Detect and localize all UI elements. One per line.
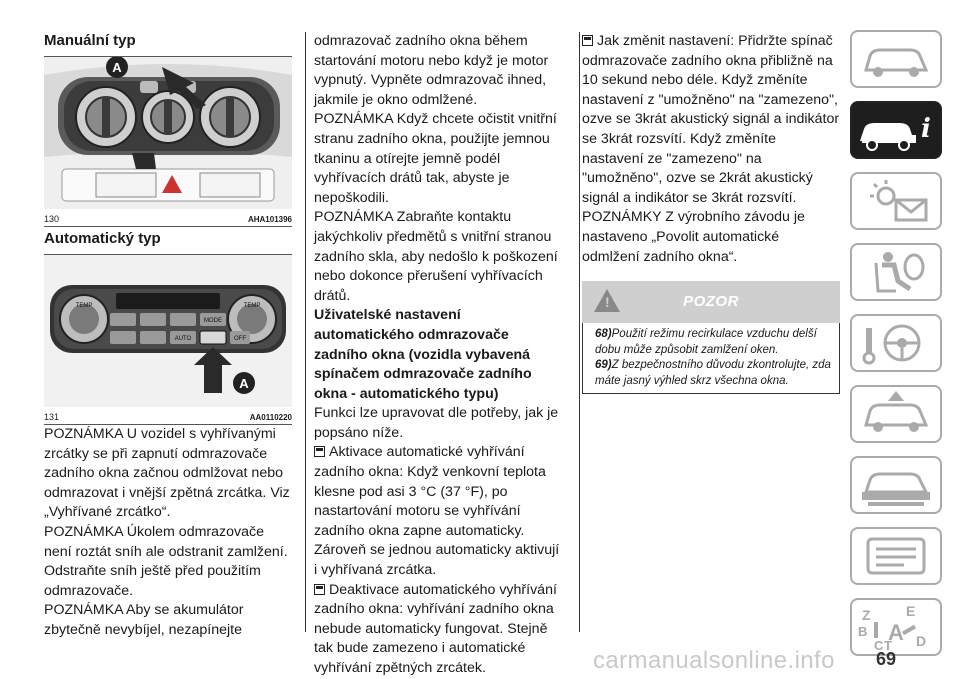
figure-131-number: 131 (44, 412, 60, 422)
svg-text:C: C (874, 638, 884, 653)
tab-emergency[interactable] (850, 385, 942, 443)
column-divider-1 (305, 32, 306, 632)
note-heated-mirrors: POZNÁMKA U vozidel s vyhřívanými zrcátky se při zapnutí odmrazovače zadního okna začnou odmlžovat nebo odmrazovat i vnější zpětná zrcátka. Viz „Vyhřívané zrcátko“. (44, 426, 290, 521)
svg-text:D: D (916, 633, 927, 649)
note-contact: POZNÁMKA Zabraňte kontaktu jakýchkoliv předmětů s vnitřní stranou zadního skla, aby nedošlo k poškození nebo dokonce přerušení vyhřívacích drátů. (314, 209, 558, 304)
svg-text:T: T (884, 638, 892, 653)
svg-text:E: E (906, 603, 916, 619)
figure-130-caption (44, 214, 292, 227)
bullet-deactivation: Deaktivace automatického vyhřívání zadního okna: vyhřívání zadního okna nebude automaticky fungovat. Stejně tak bude zamezeno i automatické vyhřívání zpětných zrcátek. (314, 581, 557, 676)
tab-index[interactable] (850, 598, 942, 656)
svg-text:MODE: MODE (204, 318, 222, 324)
note-snow: POZNÁMKA Úkolem odmrazovače není roztát sníh ale odstranit zamlžení. Odstraňte sníh ještě před použitím odmrazovače. (44, 523, 288, 599)
figure-131-code: AA0110220 (249, 413, 292, 422)
figure-130-code: AHA101396 (247, 215, 292, 224)
svg-text:i: i (921, 114, 931, 144)
warning-header (582, 281, 840, 323)
bullet-change-settings: Jak změnit nastavení: Přidržte spínač odmrazovače zadního okna přibližně na 10 sekund nebo déle. Když změníte nastavení z "umožněno" na "zamezeno", ozve se 3krát akustický signál a indikátor se 3krát rozsvítí. Když změníte nastavení ze "zamezeno" na "umožněno", ozve se 2krát akustický signál a indikátor se 3krát rozsvítí. (582, 33, 840, 206)
svg-text:AUTO: AUTO (174, 336, 192, 342)
svg-text:TEMP: TEMP (243, 303, 261, 309)
note-cleaning: POZNÁMKA Když chcete očistit vnitřní stranu zadního okna, použijte jemnou tkaninu a otírejte jemně podél vyhřívacích drátů tak, abyste je nepoškodili. (314, 111, 557, 206)
tech-data-icon (852, 529, 940, 583)
warning-item-69: 69)Z bezpečnostního důvodu zkontrolujte, zda máte jasný výhled skrz všechna okna. (595, 359, 831, 387)
figure-130-number: 130 (44, 214, 60, 224)
settings-intro: Funkci lze upravovat dle potřeby, jak je popsáno níže. (314, 405, 559, 441)
bullet-icon (582, 35, 593, 46)
svg-text:A: A (112, 60, 122, 75)
svg-text:Z: Z (862, 607, 871, 623)
page-number: 69 (876, 649, 897, 669)
svg-text:A: A (239, 376, 249, 391)
left-column (44, 0, 292, 641)
note-factory-setting: POZNÁMKY Z výrobního závodu je nastaveno „Povolit automatické odmlžení zadního okna“. (582, 209, 805, 265)
figure-131-caption (44, 412, 292, 425)
note-battery-continued: odmrazovač zadního okna během startování motoru nebo když je motor vypnutý. Vypněte odmrazovač ihned, jakmile je okno odmlžené. (314, 33, 549, 108)
watermark: carmanualsonline.info (593, 647, 835, 674)
warning-lights-icon (852, 174, 940, 228)
svg-text:OFF: OFF (234, 336, 246, 342)
figure-130 (44, 56, 292, 227)
svg-text:A: A (888, 620, 904, 645)
tab-safety[interactable] (850, 243, 942, 301)
index-icon (852, 600, 940, 654)
heading-automatic-type: Automatický typ (44, 230, 161, 247)
column-divider-2 (579, 32, 580, 632)
warning-item-68: 68)Použití režimu recirkulace vzduchu delší dobu může způsobit zamlžení oken. (595, 328, 817, 356)
airbag-seat-icon (852, 245, 940, 299)
breakdown-car-icon (852, 387, 940, 441)
tab-car[interactable] (850, 30, 942, 88)
svg-text:TEMP: TEMP (75, 303, 93, 309)
warning-title: POZOR (683, 293, 739, 311)
tab-car-info[interactable] (850, 101, 942, 159)
car-icon (852, 32, 940, 86)
tab-maintenance[interactable] (850, 456, 942, 514)
right-column (582, 32, 840, 394)
maintenance-car-icon (852, 458, 940, 512)
figure-131 (44, 254, 292, 425)
middle-column (314, 32, 564, 679)
manual-climate-panel-image (44, 57, 292, 209)
warning-body (582, 323, 840, 394)
chapter-tabs (850, 30, 952, 669)
heading-manual-type: Manuální typ (44, 32, 136, 49)
bullet-icon (314, 446, 325, 457)
tab-warning-lights[interactable] (850, 172, 942, 230)
bullet-activation: Aktivace automatické vyhřívání zadního okna: Když venkovní teplota klesne pod asi 3 °C (37 °F), po nastartování motoru se vyhřívání zadního okna zapne automaticky. Zároveň se jednou automaticky aktivují i vyhřívaná zrcátka. (314, 444, 560, 579)
car-info-icon (852, 103, 940, 157)
automatic-climate-panel-image (44, 255, 292, 407)
bullet-icon (314, 584, 325, 595)
svg-text:B: B (858, 624, 868, 639)
note-battery: POZNÁMKA Aby se akumulátor zbytečně nevybíjel, nezapínejte (44, 602, 244, 638)
tab-driving[interactable] (850, 314, 942, 372)
heading-user-settings: Uživatelské nastavení automatického odmrazovače zadního okna (vozidla vybavená spínačem odmrazovače zadního okna - automatického typu) (314, 307, 532, 402)
tab-tech-data[interactable] (850, 527, 942, 585)
steering-wheel-key-icon (852, 316, 940, 370)
